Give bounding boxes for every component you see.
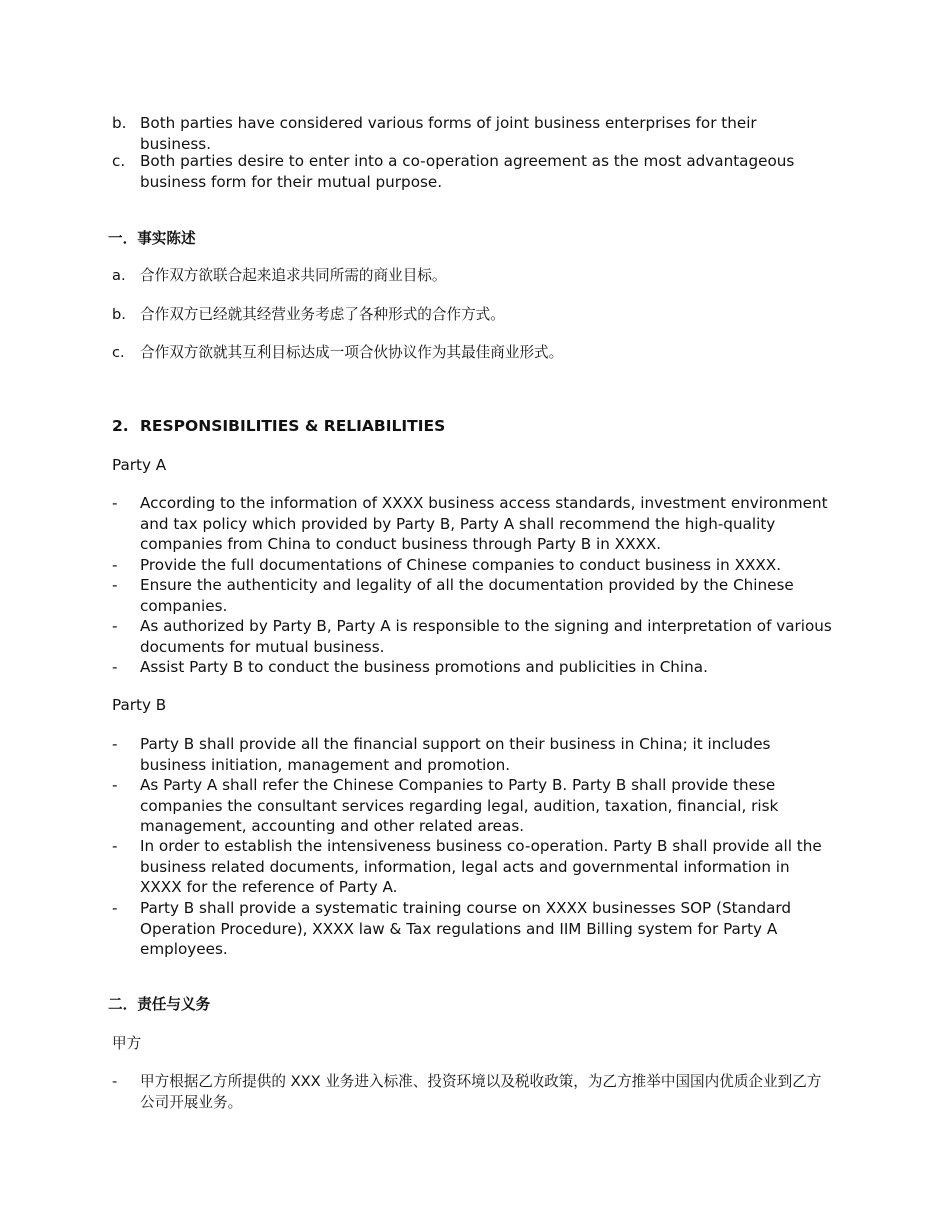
party-a-label-zh: 甲方 [112, 1035, 142, 1052]
list-marker: - [112, 837, 118, 855]
list-marker: - [112, 899, 118, 917]
party-a-label: Party A [112, 456, 167, 474]
list-marker: - [112, 1073, 118, 1090]
party-a-item [112, 616, 832, 657]
party-a-text: Provide the full documentations of Chinese companies to conduct business in XXXX. [140, 556, 782, 574]
recital-item-c [112, 151, 832, 192]
list-marker: b. [112, 306, 126, 323]
list-marker: - [112, 556, 118, 574]
party-a-item [112, 493, 832, 555]
party-b-item [112, 734, 832, 775]
party-b-item [112, 836, 832, 898]
party-b-label: Party B [112, 696, 167, 714]
list-marker: - [112, 776, 118, 794]
party-a-text: Ensure the authenticity and legality of all the documentation provided by the Chinese companies. [140, 576, 794, 615]
party-a-text-zh: 甲方根据乙方所提供的 XXX 业务进入标准、投资环境以及税收政策，为乙方推举中国国内优质企业到乙方公司开展业务。 [140, 1073, 822, 1111]
facts-text: 合作双方已经就其经营业务考虑了各种形式的合作方式。 [140, 306, 505, 323]
facts-text: 合作双方欲就其互利目标达成一项合伙协议作为其最佳商业形式。 [140, 344, 564, 361]
section-heading-facts-zh: 一．事实陈述 [108, 230, 196, 247]
party-b-text: Party B shall provide all the financial support on their business in China; it includes business initiation, management and promotion. [140, 735, 771, 774]
list-marker: - [112, 576, 118, 594]
list-marker: - [112, 658, 118, 676]
facts-text: 合作双方欲联合起来追求共同所需的商业目标。 [140, 267, 447, 284]
list-marker: - [112, 494, 118, 512]
section-title: RESPONSIBILITIES & RELIABILITIES [140, 417, 446, 435]
facts-item-a [112, 266, 832, 287]
list-marker: b. [112, 114, 127, 132]
section-heading-responsibilities-zh: 二．责任与义务 [108, 996, 211, 1013]
list-marker: - [112, 735, 118, 753]
party-b-item [112, 775, 832, 837]
recital-text: Both parties desire to enter into a co-operation agreement as the most advantageous business form for their mutual purpose. [140, 152, 795, 191]
party-b-text: As Party A shall refer the Chinese Companies to Party B. Party B shall provide these companies the consultant services regarding legal, audition, taxation, financial, risk management, accounting and other related areas. [140, 776, 779, 835]
section-heading-responsibilities [112, 416, 445, 436]
recital-item-b [112, 113, 832, 154]
party-b-text: Party B shall provide a systematic training course on XXXX businesses SOP (Standard Operation Procedure), XXXX law & Tax regulations and IIM Billing system for Party A employees. [140, 899, 792, 958]
list-marker: c. [112, 344, 125, 361]
section-number: 2. [112, 417, 129, 435]
facts-item-b [112, 305, 832, 326]
party-b-item [112, 898, 832, 960]
recital-text: Both parties have considered various forms of joint business enterprises for their business. [140, 114, 757, 153]
list-marker: c. [112, 152, 126, 170]
party-a-text: As authorized by Party B, Party A is responsible to the signing and interpretation of various documents for mutual business. [140, 617, 832, 656]
list-marker: a. [112, 267, 126, 284]
party-a-item [112, 555, 832, 576]
party-a-item [112, 657, 832, 678]
party-b-text: In order to establish the intensiveness business co-operation. Party B shall provide all the business related documents, information, legal acts and governmental information in XXXX for the reference of Party A. [140, 837, 822, 896]
party-a-item [112, 575, 832, 616]
party-a-item-zh [112, 1072, 832, 1113]
party-a-text: According to the information of XXXX business access standards, investment environment and tax policy which provided by Party B, Party A shall recommend the high-quality companies from China to conduct business through Party B in XXXX. [140, 494, 828, 553]
facts-item-c [112, 343, 832, 364]
party-a-text: Assist Party B to conduct the business promotions and publicities in China. [140, 658, 708, 676]
list-marker: - [112, 617, 118, 635]
